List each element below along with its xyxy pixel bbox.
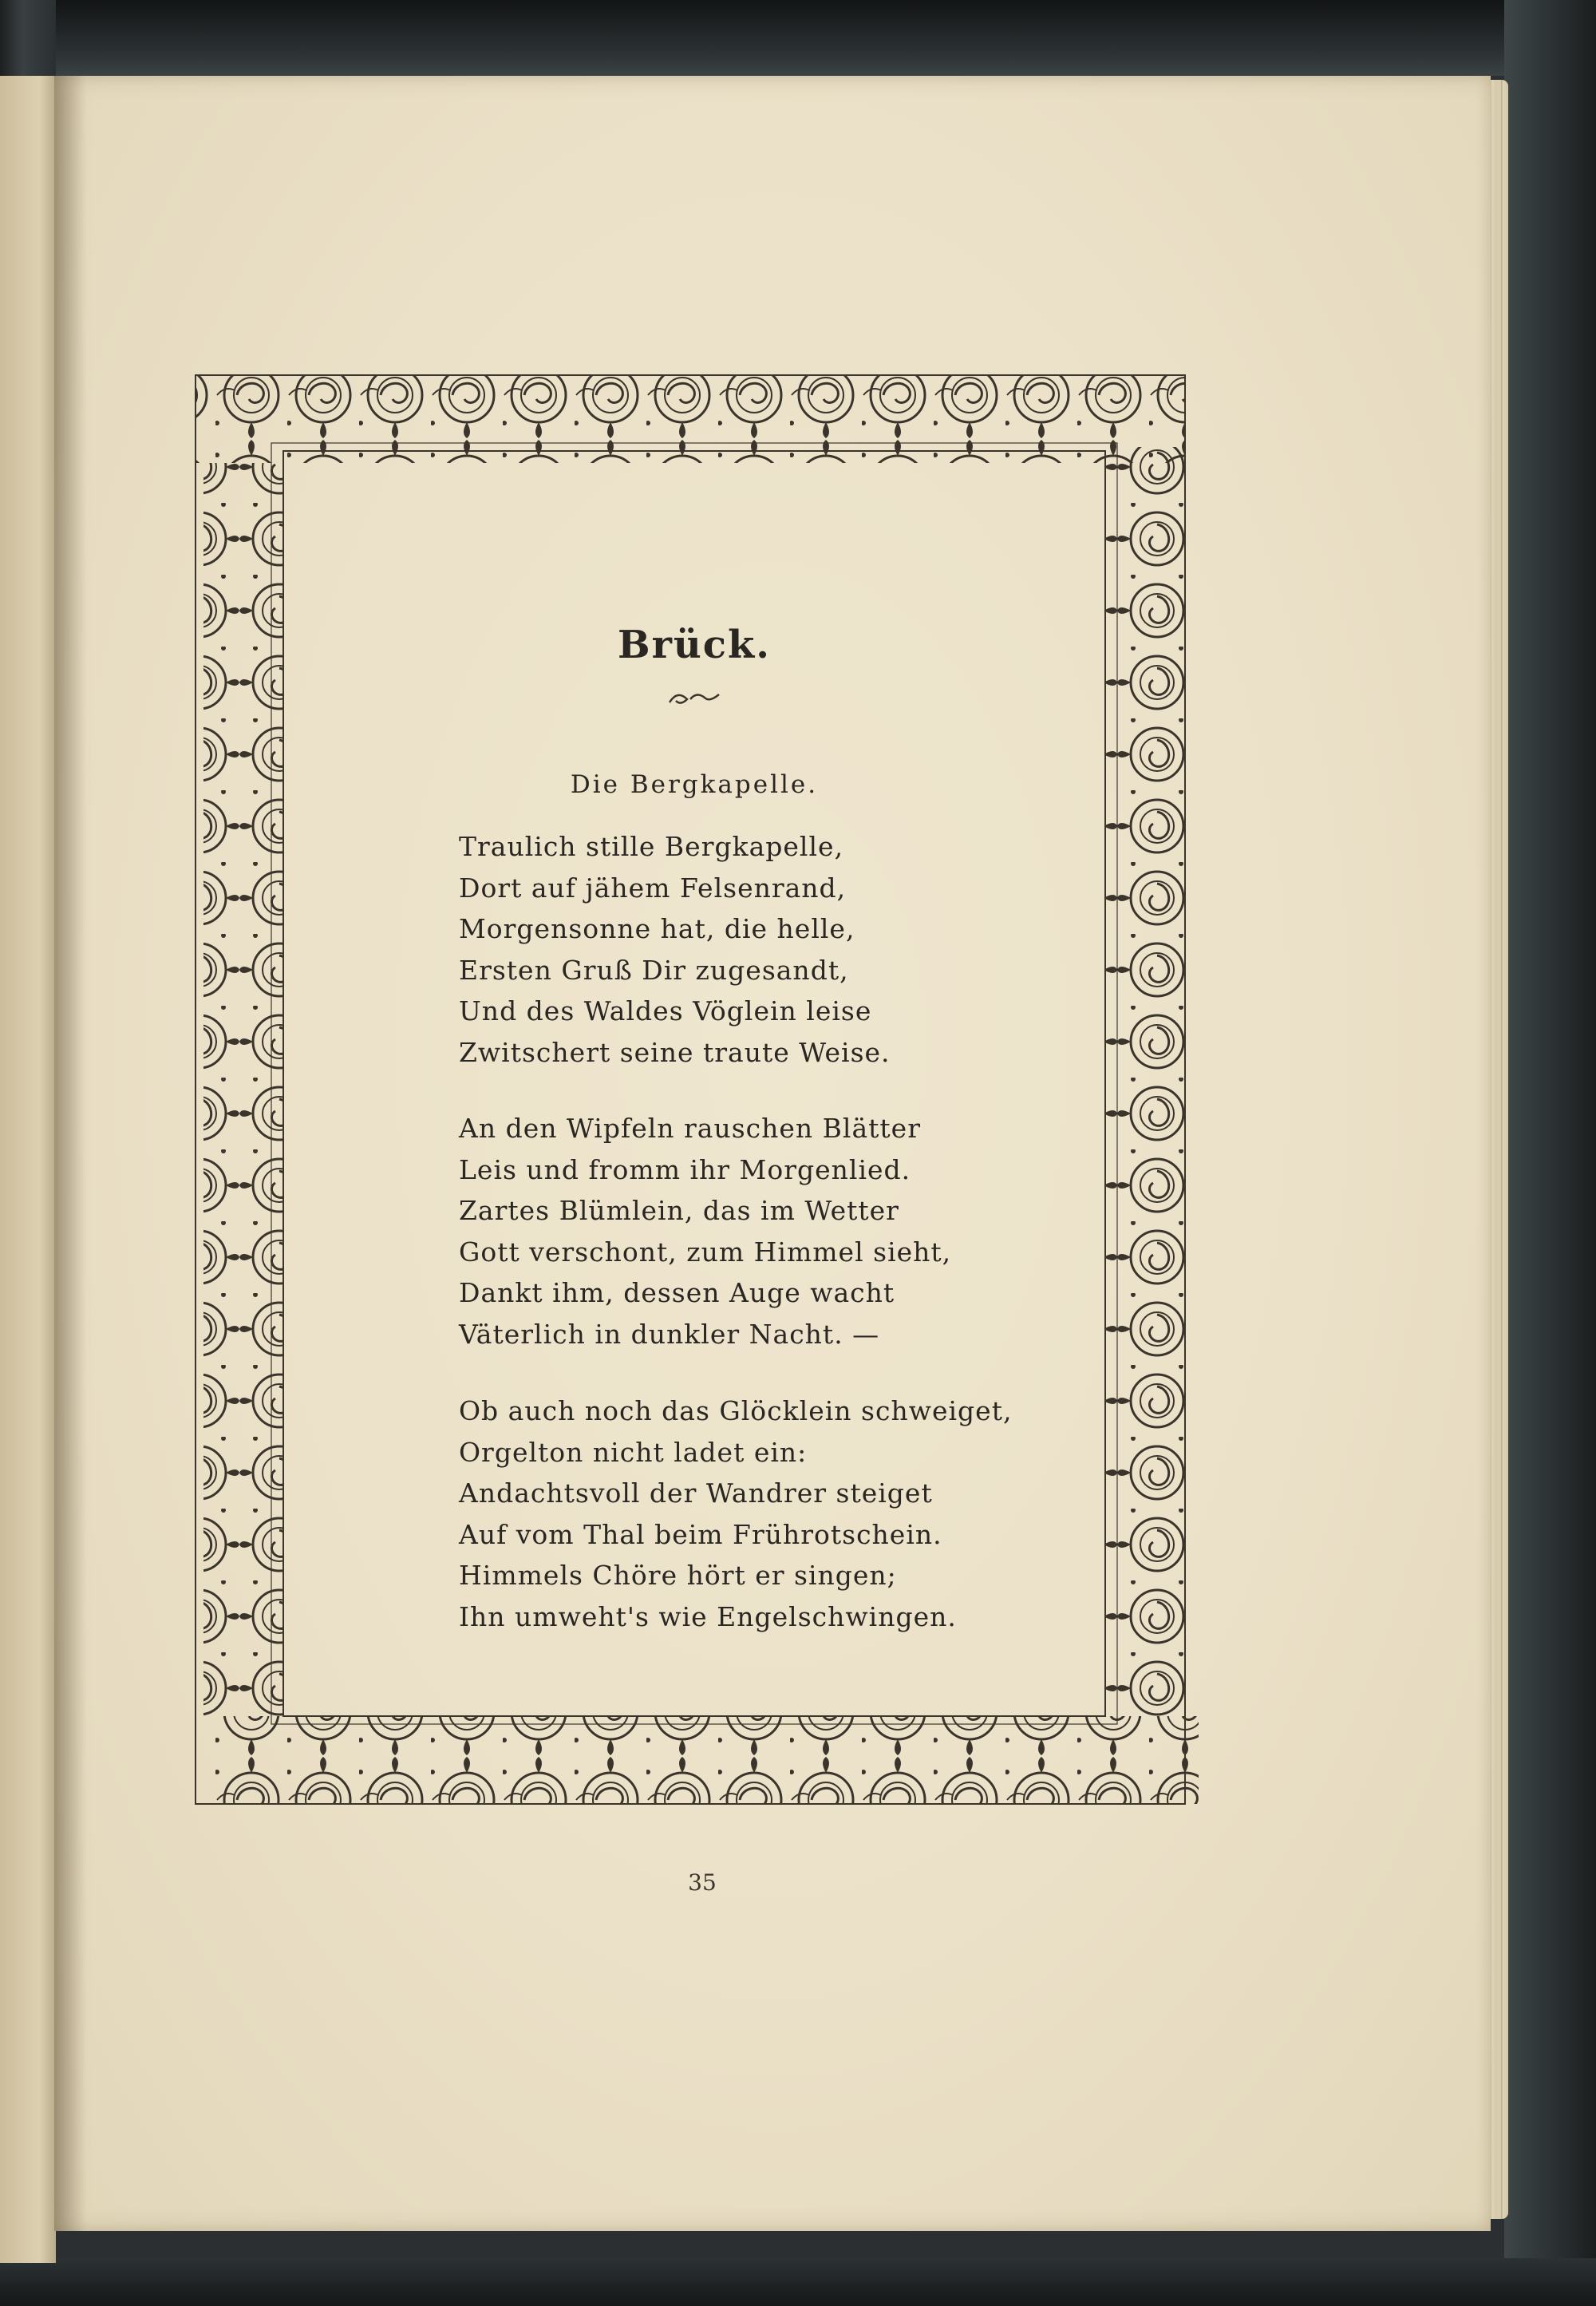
verse-line: Orgelton nicht ladet ein: [459, 1436, 808, 1468]
verse-line: Ob auch noch das Glöcklein schweiget, [459, 1395, 1013, 1426]
stanza-2 [459, 1108, 1065, 1355]
stanza-1 [459, 826, 1065, 1073]
verse-line: Und des Waldes Vöglein leise [459, 995, 872, 1026]
verse-line: Traulich stille Bergkapelle, [459, 831, 844, 862]
verse-line: Dankt ihm, dessen Auge wacht [459, 1277, 895, 1308]
verse-line: Zartes Blümlein, das im Wetter [459, 1195, 899, 1226]
page-number: 35 [688, 1869, 717, 1896]
verse-line: Morgensonne hat, die helle, [459, 913, 855, 944]
verse-line: Väterlich in dunkler Nacht. — [459, 1318, 880, 1350]
verse-line: Dort auf jähem Felsenrand, [459, 872, 847, 904]
poem-subtitle: Die Bergkapelle. [570, 770, 819, 799]
verse-line: Gott verschont, zum Himmel sieht, [459, 1236, 952, 1268]
verse-line: An den Wipfeln rauschen Blätter [459, 1113, 921, 1144]
verse-line: Auf vom Thal beim Frührotschein. [459, 1518, 942, 1550]
verse-line: Andachtsvoll der Wandrer steiget [459, 1477, 933, 1509]
poem-block [287, 463, 1101, 1708]
verse-line: Himmels Chöre hört er singen; [459, 1560, 897, 1591]
verse-line: Leis und fromm ihr Morgenlied. [459, 1153, 911, 1185]
verse-line: Zwitschert seine traute Weise. [459, 1036, 891, 1068]
stanza-3 [459, 1390, 1065, 1637]
heading-ornament-icon [666, 688, 722, 710]
poem-heading: Brück. [618, 623, 771, 667]
verse-line: Ersten Gruß Dir zugesandt, [459, 954, 849, 986]
verse-line: Ihn umweht's wie Engelschwingen. [459, 1600, 957, 1632]
